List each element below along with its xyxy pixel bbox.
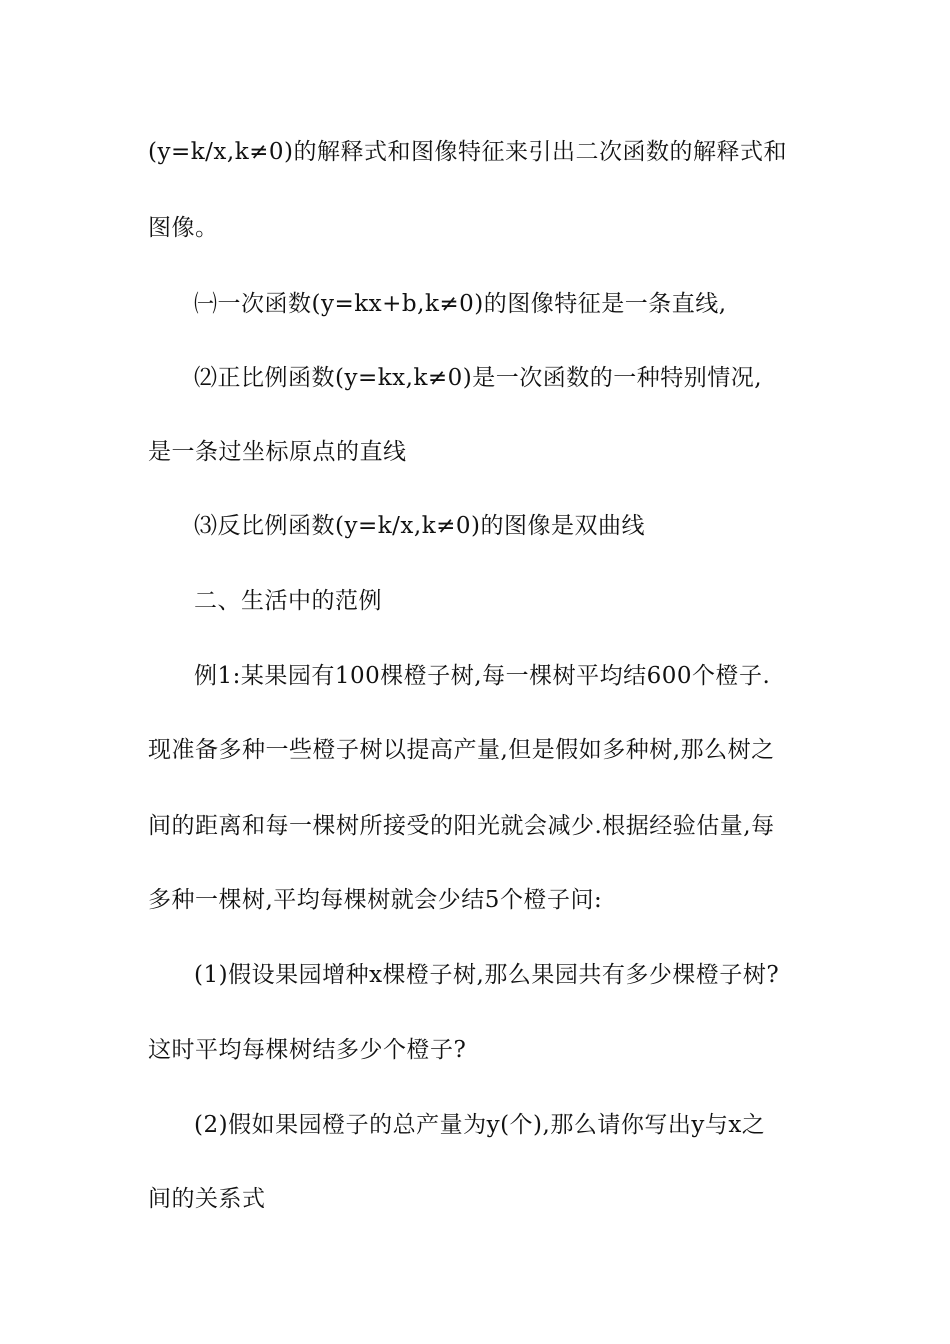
text-line: (1)假设果园增种x棵橙子树,那么果园共有多少棵橙子树? (194, 962, 780, 988)
text-line: (y=k/x,k≠0)的解释式和图像特征来引出二次函数的解释式和 (148, 139, 788, 165)
text-line: 这时平均每棵树结多少个橙子? (148, 1037, 467, 1063)
text-line: 多种一棵树,平均每棵树就会少结5个橙子问: (148, 887, 603, 913)
text-line: 间的距离和每一棵树所接受的阳光就会减少.根据经验估量,每 (148, 813, 775, 839)
text-line: 间的关系式 (148, 1186, 266, 1212)
text-line: ⑵正比例函数(y=kx,k≠0)是一次函数的一种特别情况, (194, 365, 763, 391)
text-line: ⑶反比例函数(y=k/x,k≠0)的图像是双曲线 (194, 513, 646, 539)
text-line: 是一条过坐标原点的直线 (148, 439, 407, 465)
text-line: (2)假如果园橙子的总产量为y(个),那么请你写出y与x之 (194, 1112, 766, 1138)
text-line: 现准备多种一些橙子树以提高产量,但是假如多种树,那么树之 (148, 737, 775, 763)
text-line: ㈠一次函数(y=kx+b,k≠0)的图像特征是一条直线, (194, 291, 727, 317)
section-heading: 二、生活中的范例 (194, 588, 382, 614)
text-line: 图像。 (148, 215, 219, 241)
text-line: 例1:某果园有100棵橙子树,每一棵树平均结600个橙子. (194, 663, 771, 689)
